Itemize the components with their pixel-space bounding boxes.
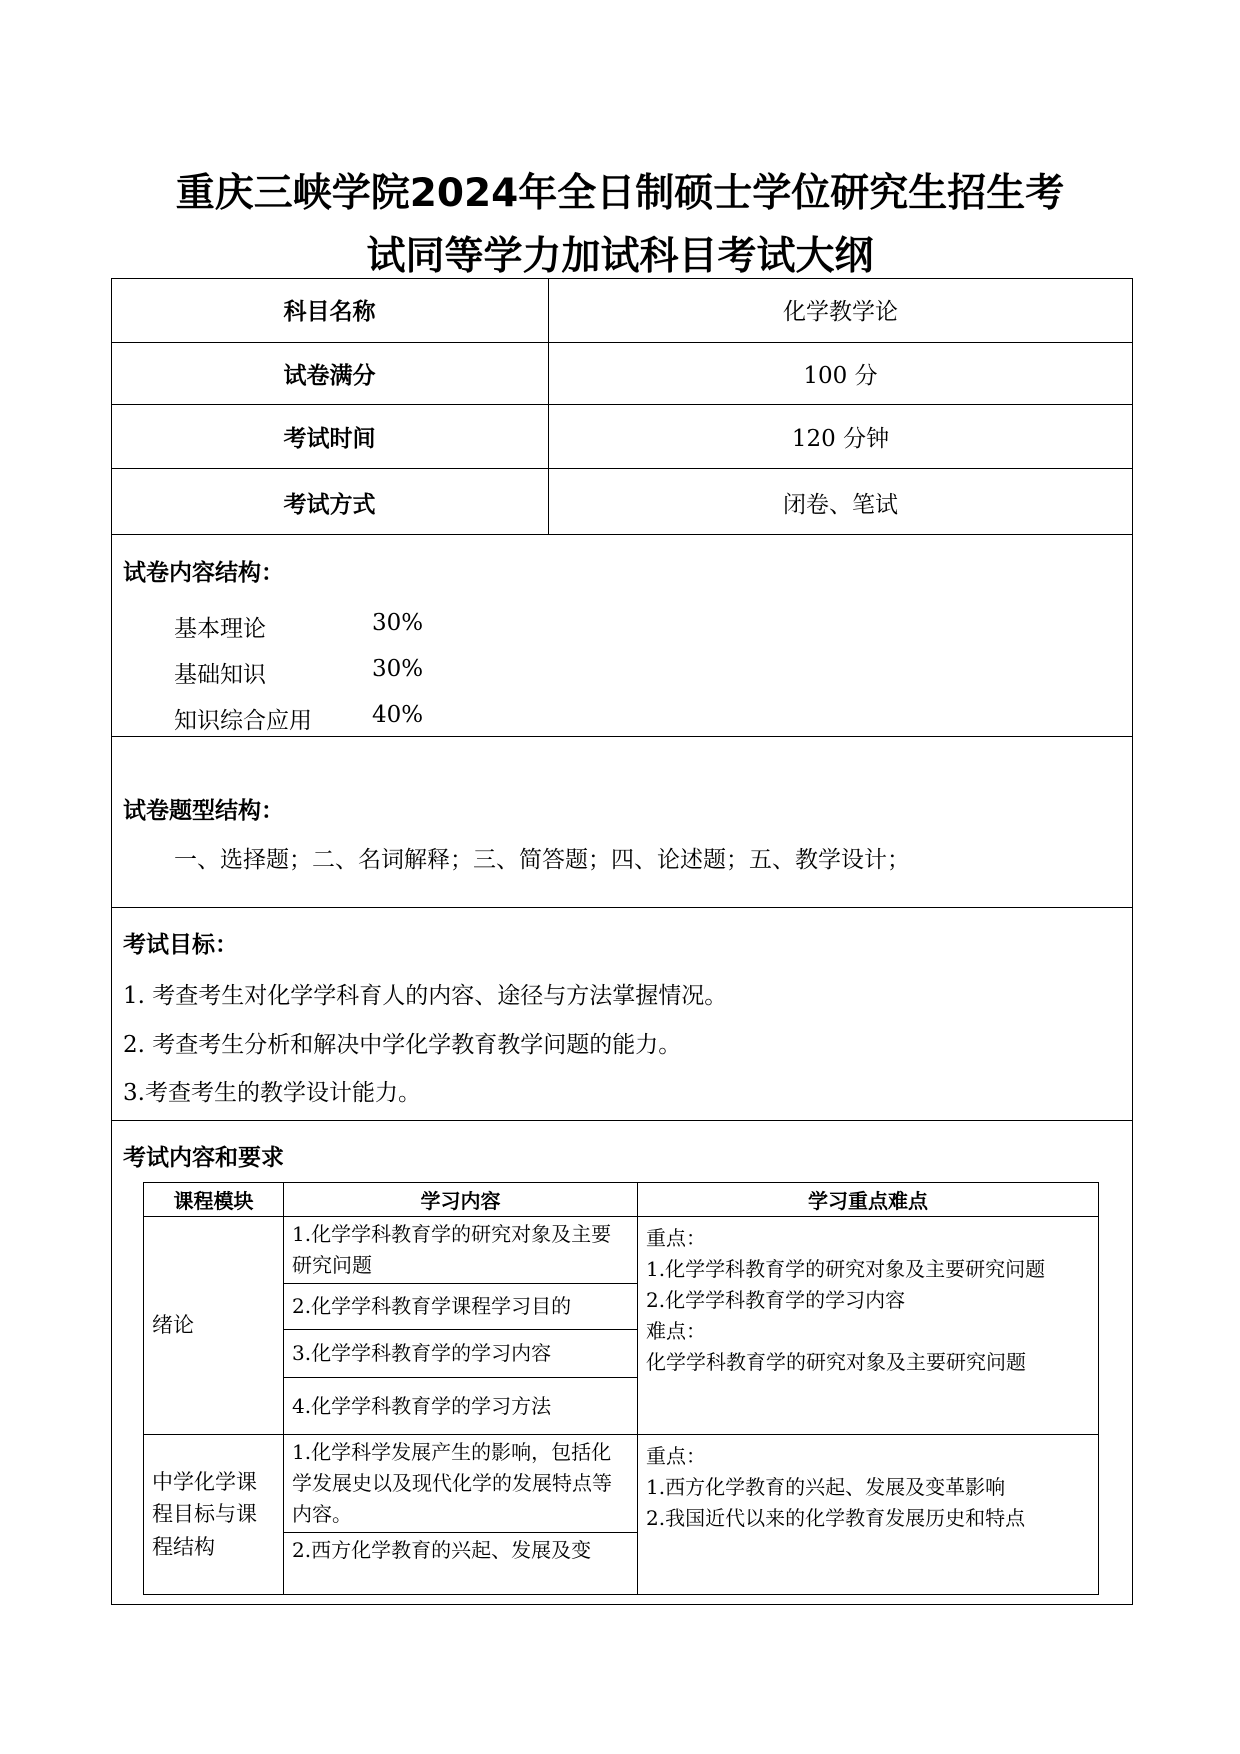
keypoints-cell [638,1217,1099,1435]
exam-method-value: 闭卷、笔试 [783,492,898,518]
header-module: 课程模块 [144,1183,284,1217]
content-item-pct: 30% [372,656,424,682]
exam-content-table [143,1182,1099,1595]
document-title-line-1: 重庆三峡学院2024年全日制硕士学位研究生招生考 [175,171,1065,216]
row-divider [111,736,1133,737]
content-cell: 3.化学学科教育学的学习内容 [284,1330,638,1378]
content-item-pct: 30% [372,610,424,636]
exam-method-label: 考试方式 [283,491,376,518]
keypoint-line: 重点： [646,1444,706,1468]
header-content: 学习内容 [284,1183,638,1217]
keypoint-line: 1.化学学科教育学的研究对象及主要研究问题 [646,1257,1046,1281]
content-cell: 4.化学学科教育学的学习方法 [284,1378,638,1435]
content-cell: 1.化学学科教育学的研究对象及主要研究问题 [284,1217,638,1284]
exam-goal-item: 3.考查考生的教学设计能力。 [123,1080,421,1106]
subject-name-label: 科目名称 [283,298,376,325]
question-types-heading: 试卷题型结构： [123,797,284,824]
exam-goal-item: 1. 考查考生对化学学科育人的内容、途径与方法掌握情况。 [123,983,728,1009]
keypoint-line: 2.化学学科教育学的学习内容 [646,1288,906,1312]
content-item-name: 知识综合应用 [174,708,312,734]
module-cell: 绪论 [144,1217,284,1435]
exam-content-heading: 考试内容和要求 [123,1144,284,1171]
exam-goals-heading: 考试目标： [123,931,238,958]
content-item-name: 基本理论 [174,616,266,642]
keypoint-line: 2.我国近代以来的化学教育发展历史和特点 [646,1506,1026,1530]
subject-name-value: 化学教学论 [783,299,898,325]
keypoint-line: 难点： [646,1319,706,1343]
content-cell: 2.化学学科教育学课程学习目的 [284,1284,638,1330]
keypoint-line: 化学学科教育学的研究对象及主要研究问题 [646,1350,1026,1374]
row-divider [111,468,1133,469]
full-score-value: 100 分 [803,363,878,389]
header-keypoints: 学习重点难点 [638,1183,1099,1217]
row-divider [111,342,1133,343]
keypoint-line: 1.西方化学教育的兴起、发展及变革影响 [646,1475,1006,1499]
keypoint-line: 重点： [646,1226,706,1250]
exam-time-value: 120 分钟 [791,426,890,452]
content-item-name: 基础知识 [174,662,266,688]
row-divider [111,1120,1133,1121]
content-structure-heading: 试卷内容结构： [123,559,284,586]
content-cell: 1.化学科学发展产生的影响，包括化学发展史以及现代化学的发展特点等内容。 [284,1435,638,1533]
module-cell: 中学化学课程目标与课程结构 [144,1435,284,1595]
question-types-text: 一、选择题；二、名词解释；三、简答题；四、论述题；五、教学设计； [174,847,910,873]
exam-goal-item: 2. 考查考生分析和解决中学化学教育教学问题的能力。 [123,1032,682,1058]
row-divider [111,534,1133,535]
exam-time-label: 考试时间 [283,425,376,452]
keypoints-cell [638,1435,1099,1595]
row-divider [111,907,1133,908]
content-item-pct: 40% [372,702,424,728]
row-divider [111,404,1133,405]
full-score-label: 试卷满分 [283,362,376,389]
document-title-line-2: 试同等学力加试科目考试大纲 [366,234,874,279]
content-cell: 2.西方化学教育的兴起、发展及变 [284,1533,638,1595]
